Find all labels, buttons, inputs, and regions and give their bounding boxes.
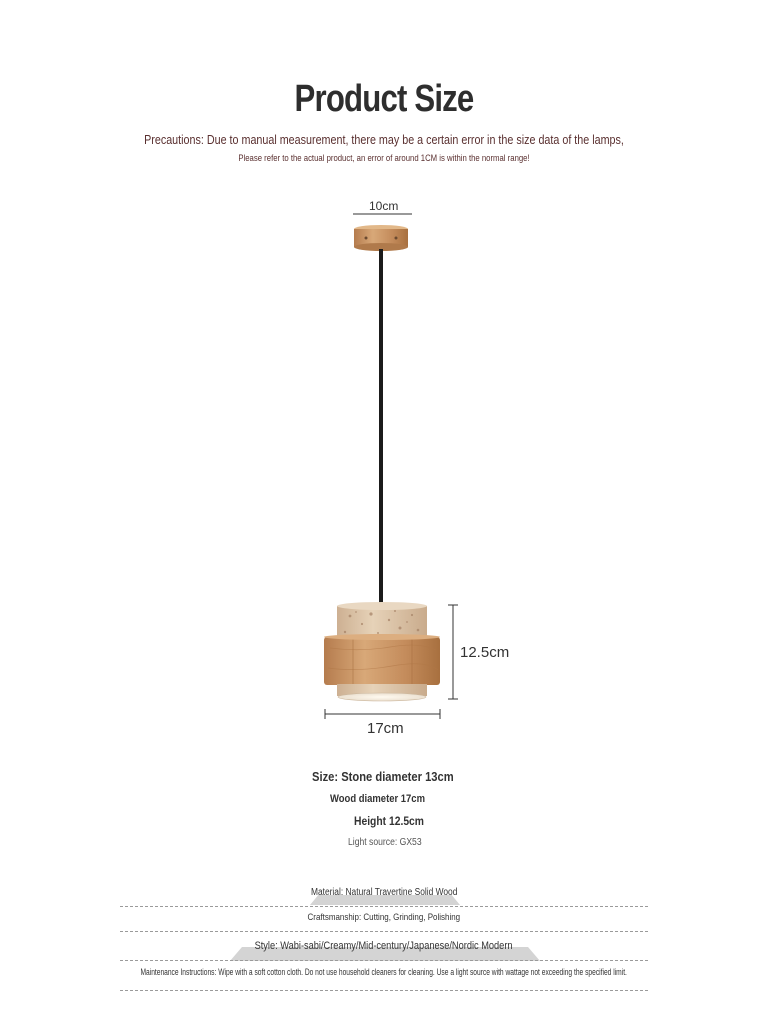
width-label: 17cm (367, 720, 404, 737)
height-label: 12.5cm (460, 644, 510, 661)
power-cord (379, 249, 383, 611)
precaution-note: Precautions: Due to manual measurement, there may be a certain error in the size data of the lamps, (144, 133, 624, 147)
divider (120, 906, 648, 907)
canopy-width-label: 10cm (369, 199, 399, 213)
spec-size: Size: Stone diameter 13cm (312, 769, 454, 784)
spec-wood-diameter: Wood diameter 17cm (330, 793, 425, 805)
info-craftsmanship: Craftsmanship: Cutting, Grinding, Polishing (307, 912, 461, 923)
divider (120, 960, 648, 961)
light-diffuser (338, 693, 426, 701)
width-dimension-line (325, 709, 440, 719)
divider (120, 931, 648, 932)
info-style: Style: Wabi-sabi/Creamy/Mid-century/Japanese/Nordic Modern (255, 940, 513, 952)
spec-light-source: Light source: GX53 (348, 837, 422, 848)
precaution-subnote: Please refer to the actual product, an error of around 1CM is within the normal range! (238, 153, 530, 163)
info-material: Material: Natural Travertine Solid Wood (310, 887, 458, 898)
page-title: Product Size (294, 78, 474, 120)
wood-ring (324, 634, 440, 685)
spec-height: Height 12.5cm (354, 814, 424, 828)
divider (120, 990, 648, 991)
ceiling-canopy (354, 225, 408, 251)
info-maintenance: Maintenance Instructions: Wipe with a soft cotton cloth. Do not use household cleaners for cleaning. Use a light source with wattage not exceeding the specified limit. (140, 967, 628, 977)
height-dimension-line (448, 605, 458, 699)
